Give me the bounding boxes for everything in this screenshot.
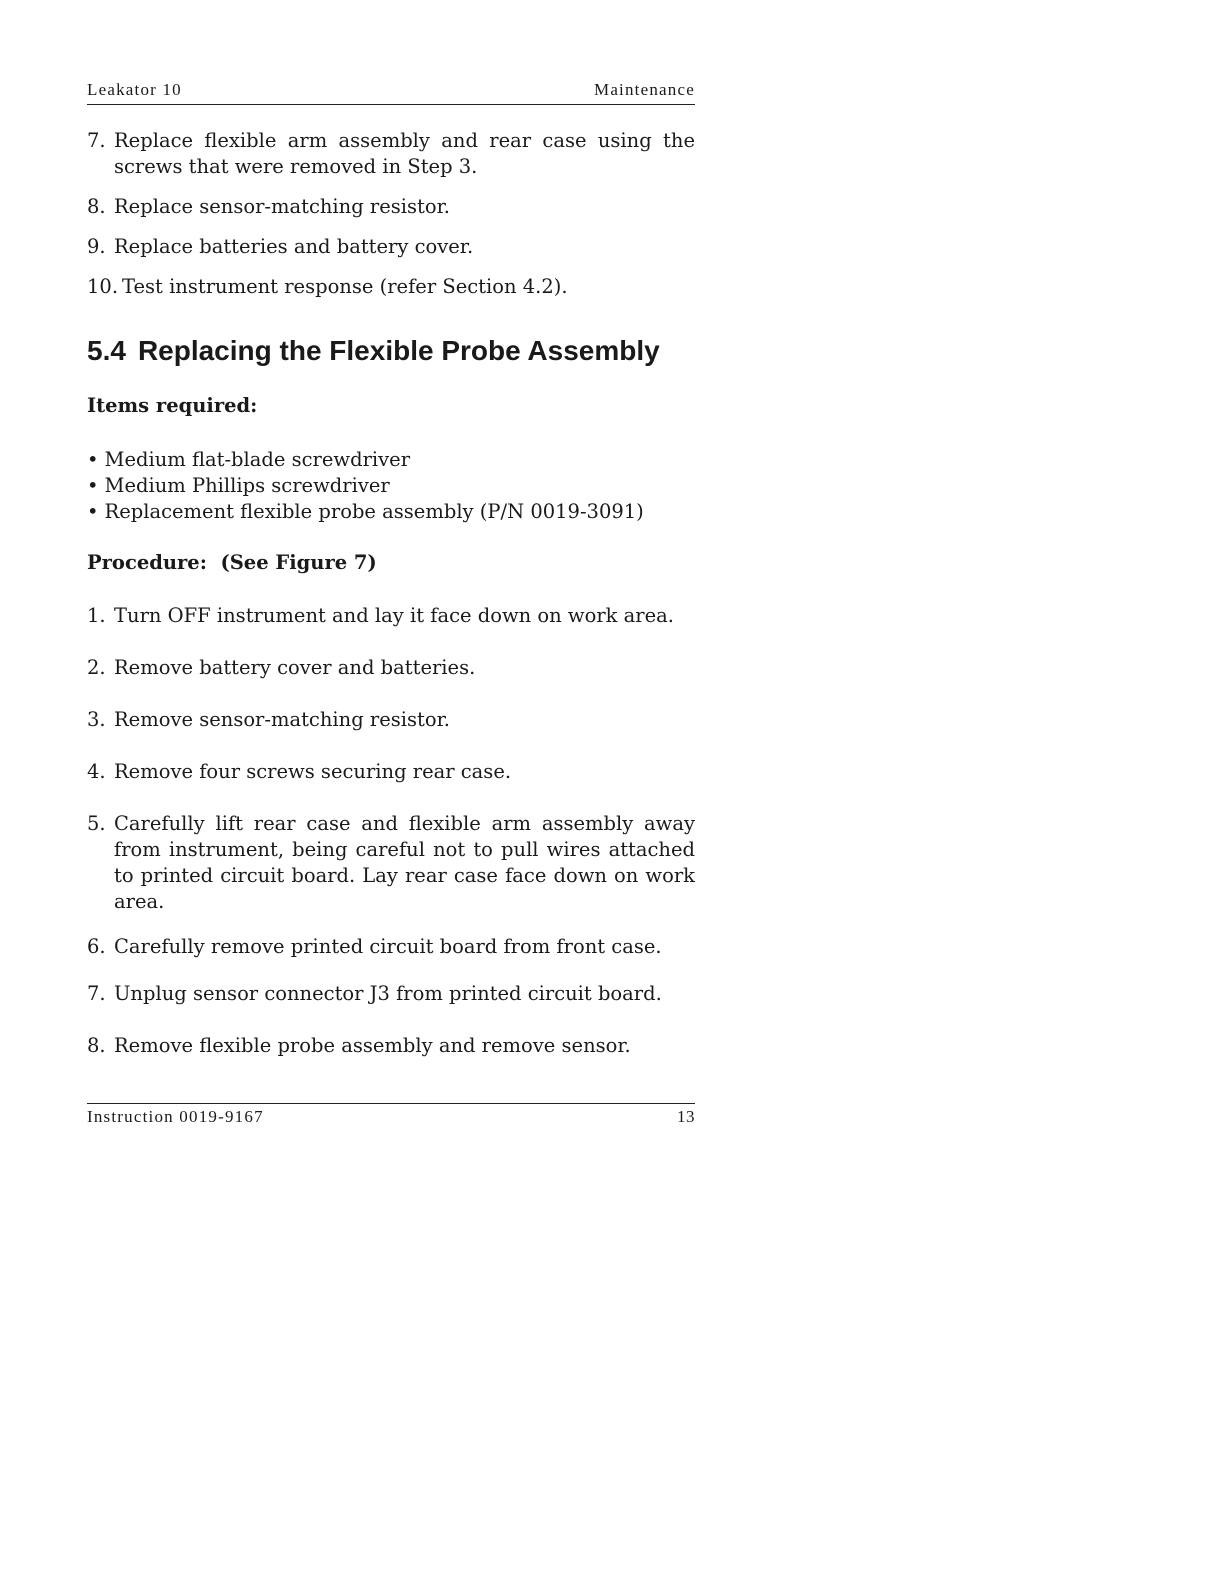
step-number: 3.	[87, 708, 106, 731]
list-item	[87, 655, 695, 681]
step-text: Turn OFF instrument and lay it face down on work area.	[114, 604, 674, 627]
list-item	[87, 194, 695, 220]
item-text: Medium flat-blade screwdriver	[104, 448, 411, 471]
step-number: 2.	[87, 656, 106, 679]
section-title-text: Replacing the Flexible Probe Assembly	[137, 335, 660, 366]
item-text: Replacement flexible probe assembly (P/N 0019-3091)	[104, 500, 644, 523]
procedure-heading: Procedure: (See Figure 7)	[87, 551, 377, 574]
section-heading	[87, 335, 660, 367]
step-text: Test instrument response (refer Section 4.2).	[122, 275, 568, 298]
step-text: Replace sensor-matching resistor.	[114, 195, 450, 218]
list-item	[87, 234, 695, 260]
step-number: 10.	[87, 275, 119, 298]
step-number: 5.	[87, 812, 106, 835]
step-text: Remove battery cover and batteries.	[114, 656, 476, 679]
bullet-icon: •	[87, 448, 99, 471]
items-required-heading: Items required:	[87, 394, 258, 417]
step-number: 8.	[87, 195, 106, 218]
procedure-steps-list	[87, 603, 695, 1059]
header-doc-title: Leakator 10	[87, 80, 182, 99]
step-text: Replace flexible arm assembly and rear case using the screws that were removed in Step 3.	[114, 129, 695, 178]
step-text: Carefully remove printed circuit board from front case.	[114, 935, 662, 958]
bullet-icon: •	[87, 474, 99, 497]
step-number: 1.	[87, 604, 106, 627]
running-header	[87, 78, 695, 105]
step-text: Carefully lift rear case and flexible arm assembly away from instrument, being careful not to pull wires attached to printed circuit board. Lay rear case face down on work area.	[114, 812, 695, 913]
list-item	[87, 981, 695, 1007]
page-number: 13	[677, 1107, 695, 1126]
running-footer	[87, 1103, 695, 1130]
step-text: Remove flexible probe assembly and remove sensor.	[114, 1034, 631, 1057]
step-text: Replace batteries and battery cover.	[114, 235, 474, 258]
list-item	[87, 499, 695, 525]
step-number: 7.	[87, 129, 106, 152]
item-text: Medium Phillips screwdriver	[104, 474, 390, 497]
step-number: 8.	[87, 1034, 106, 1057]
footer-doc-number: Instruction 0019-9167	[87, 1107, 264, 1126]
step-number: 6.	[87, 935, 106, 958]
list-item	[87, 447, 695, 473]
list-item	[87, 274, 695, 300]
list-item	[87, 759, 695, 785]
list-item	[87, 934, 695, 960]
list-item	[87, 128, 695, 180]
section-number: 5.4	[87, 335, 126, 366]
list-item	[87, 1033, 695, 1059]
step-number: 7.	[87, 982, 106, 1005]
header-chapter: Maintenance	[594, 80, 695, 99]
items-required-list	[87, 447, 695, 525]
list-item	[87, 811, 695, 915]
step-number: 4.	[87, 760, 106, 783]
list-item	[87, 603, 695, 629]
step-text: Unplug sensor connector J3 from printed circuit board.	[114, 982, 662, 1005]
step-text: Remove sensor-matching resistor.	[114, 708, 450, 731]
step-text: Remove four screws securing rear case.	[114, 760, 512, 783]
bullet-icon: •	[87, 500, 99, 523]
list-item	[87, 473, 695, 499]
step-number: 9.	[87, 235, 106, 258]
continued-steps-list	[87, 128, 695, 300]
list-item	[87, 707, 695, 733]
